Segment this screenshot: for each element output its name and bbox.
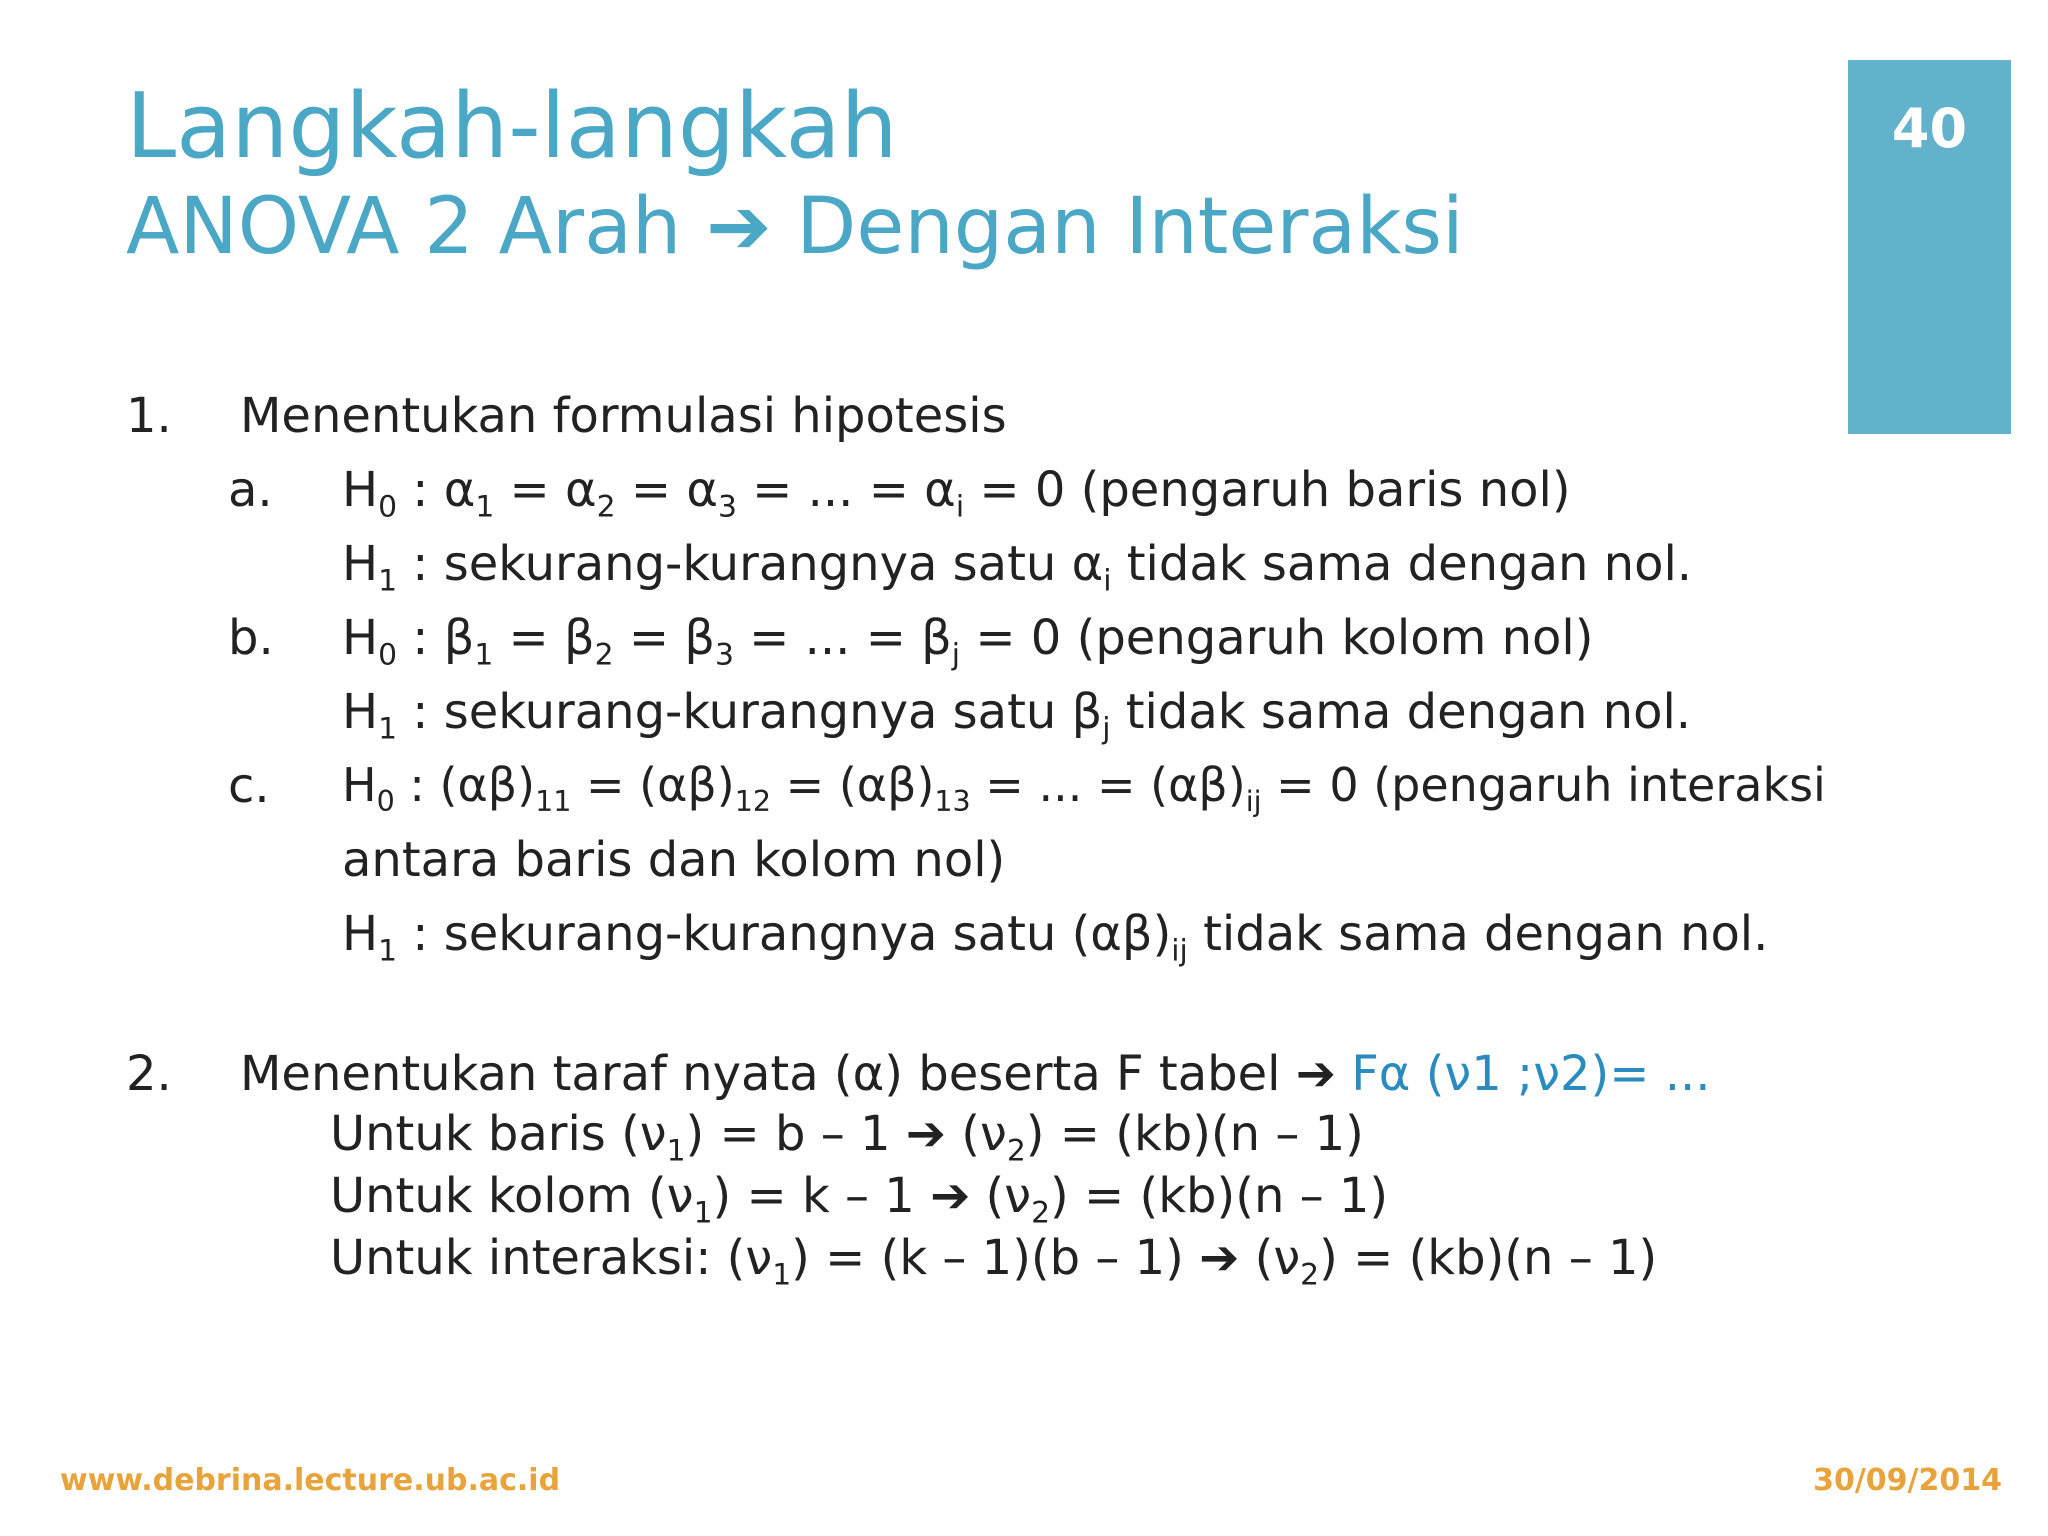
step2-line [240,1046,1711,1102]
arrow-icon: ➔ [1295,1046,1336,1102]
arrow-icon: ➔ [706,182,772,272]
step1-number: 1. [126,388,172,444]
step1b-label: b. [228,610,274,666]
subtitle-right: Dengan Interaksi [796,182,1464,272]
footer-date: 30/09/2014 [1813,1463,2002,1498]
slide-title: Langkah-langkah [126,74,898,179]
step1b-h1: $H_1$ : sekurang-kurangnya satu $\beta_j$ tidak sama dengan nol. [342,684,1692,747]
step1-heading: Menentukan formulasi hipotesis [240,388,1007,444]
df-interaksi: Untuk interaksi: $(\nu_1) = (k - 1)(b - 1)$ ➔ $(\nu_2) = (kb)(n - 1)$ [330,1230,1658,1293]
slide-subtitle [126,182,1464,272]
step1a-label: a. [228,462,273,518]
page-number-box [1848,60,2011,434]
step1a-h1: $H_1$ : sekurang-kurangnya satu $\alpha_i$ tidak sama dengan nol. [342,536,1693,599]
step1a-h0: $H_0$ : $\alpha_1 = \alpha_2 = \alpha_3$ = ... = $\alpha_i = 0$ (pengaruh baris nol) [342,462,1571,525]
footer-url: www.debrina.lecture.ub.ac.id [60,1463,561,1498]
step1c-h1: $H_1$ : sekurang-kurangnya satu $(\alpha\beta)_{ij}$ tidak sama dengan nol. [342,906,1769,969]
step1c-label: c. [228,758,270,814]
page-number: 40 [1891,97,1968,160]
step2-heading: Menentukan taraf nyata (α) beserta F tabel [240,1046,1281,1102]
df-baris: Untuk baris $(\nu_1) = b - 1$ ➔ $(\nu_2) = (kb)(n - 1)$ [330,1106,1364,1169]
f-table-formula: Fα (ν1 ;ν2)= ... [1351,1046,1711,1102]
step2-number: 2. [126,1046,172,1102]
step1b-h0: $H_0$ : $\beta_1 = \beta_2 = \beta_3$ = ... = $\beta_j = 0$ (pengaruh kolom nol) [342,610,1594,673]
step1c-h0-cont: antara baris dan kolom nol) [342,832,1006,888]
df-kolom: Untuk kolom $(\nu_1) = k - 1$ ➔ $(\nu_2) = (kb)(n - 1)$ [330,1168,1389,1231]
step1c-h0: $H_0$ : $(\alpha\beta)_{11} = (\alpha\beta)_{12} = (\alpha\beta)_{13}$ = ... = $(\alpha\beta)_{ij} = 0$ (pengaruh interaksi [342,758,1826,818]
subtitle-left: ANOVA 2 Arah [126,182,682,272]
